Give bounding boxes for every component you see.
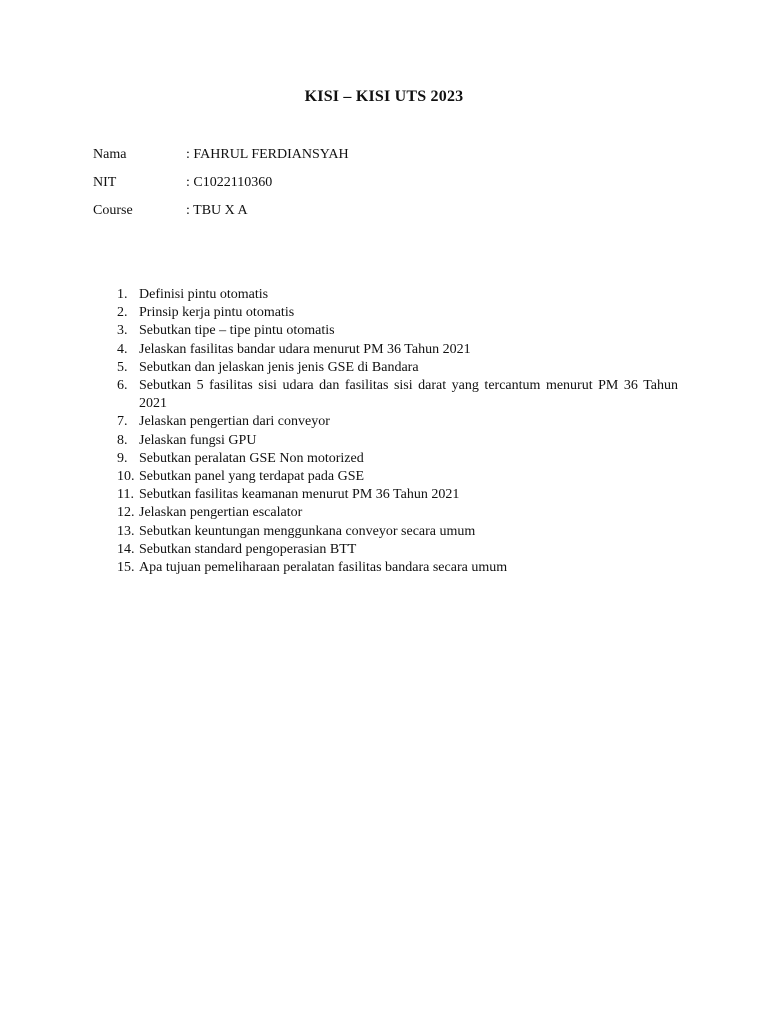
- question-text: Sebutkan tipe – tipe pintu otomatis: [139, 323, 335, 339]
- list-item: [108, 541, 678, 559]
- list-item: [108, 468, 678, 486]
- student-info: [93, 146, 349, 230]
- question-text: Sebutkan standard pengoperasian BTT: [139, 541, 357, 557]
- list-item: [108, 341, 678, 359]
- info-value: : C1022110360: [186, 175, 273, 190]
- list-item: [108, 432, 678, 450]
- list-item: [108, 486, 678, 504]
- question-text: Sebutkan 5 fasilitas sisi udara dan fasilitas sisi darat yang tercantum menurut PM 36 Tahun 2021: [139, 378, 678, 412]
- question-text: Sebutkan panel yang terdapat pada GSE: [139, 469, 365, 485]
- question-number: 15.: [117, 560, 135, 576]
- question-number: 11.: [117, 487, 134, 503]
- list-item: [108, 286, 678, 304]
- info-value: : TBU X A: [186, 203, 248, 218]
- question-number: 3.: [117, 323, 128, 339]
- question-number: 7.: [117, 414, 128, 430]
- info-value: : FAHRUL FERDIANSYAH: [186, 147, 349, 162]
- question-text: Definisi pintu otomatis: [139, 287, 269, 302]
- question-text: Sebutkan keuntungan menggunkana conveyor secara umum: [139, 523, 476, 539]
- question-text: Jelaskan pengertian dari conveyor: [139, 414, 330, 430]
- list-item: [108, 413, 678, 431]
- question-text: Sebutkan dan jelaskan jenis jenis GSE di Bandara: [139, 359, 419, 375]
- list-item: [108, 359, 678, 377]
- list-item: [108, 450, 678, 468]
- list-item: [108, 322, 678, 340]
- question-number: 6.: [117, 378, 128, 394]
- question-text: Jelaskan fungsi GPU: [139, 432, 257, 448]
- list-item: [108, 523, 678, 541]
- question-number: 10.: [117, 469, 135, 485]
- info-label: NIT: [93, 175, 117, 190]
- list-item: [108, 559, 678, 577]
- question-number: 5.: [117, 359, 128, 375]
- question-text: Sebutkan peralatan GSE Non motorized: [139, 450, 364, 466]
- question-number: 9.: [117, 450, 128, 466]
- question-number: 12.: [117, 505, 135, 521]
- list-item: [108, 504, 678, 522]
- question-text: Sebutkan fasilitas keamanan menurut PM 36 Tahun 2021: [139, 487, 460, 503]
- question-number: 14.: [117, 541, 135, 557]
- info-label: Nama: [93, 147, 127, 162]
- info-row-nit: [93, 174, 349, 202]
- question-number: 2.: [117, 305, 128, 321]
- info-row-nama: [93, 146, 349, 174]
- question-text: Jelaskan fasilitas bandar udara menurut PM 36 Tahun 2021: [139, 341, 471, 357]
- question-number: 13.: [117, 523, 135, 539]
- info-label: Course: [93, 203, 133, 218]
- question-text: Jelaskan pengertian escalator: [139, 505, 303, 521]
- question-number: 4.: [117, 341, 128, 357]
- list-item: [108, 304, 678, 322]
- question-list: [108, 286, 678, 577]
- question-text: Apa tujuan pemeliharaan peralatan fasilitas bandara secara umum: [139, 560, 508, 576]
- question-text: Prinsip kerja pintu otomatis: [139, 305, 295, 321]
- list-item: [108, 377, 678, 413]
- question-number: 1.: [117, 287, 128, 302]
- info-row-course: [93, 202, 349, 230]
- document-title: KISI – KISI UTS 2023: [304, 88, 464, 105]
- question-number: 8.: [117, 432, 128, 448]
